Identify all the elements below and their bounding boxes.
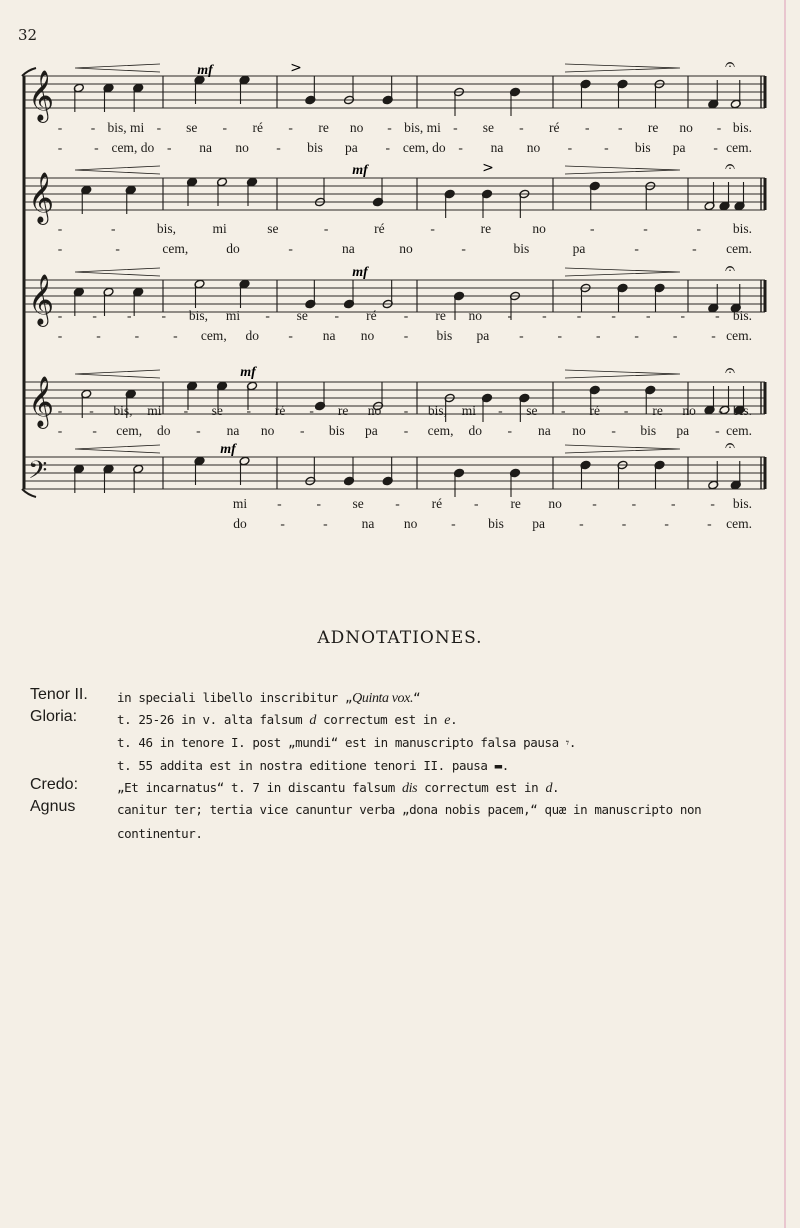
page-number: 32 (18, 26, 38, 44)
lyric-syllable: re (652, 403, 663, 418)
lyric-syllable: bis. (732, 308, 752, 323)
lyric-syllable: bis, (113, 403, 133, 418)
annotation-italic-text: dis (402, 781, 418, 796)
lyric-syllable: - (403, 308, 409, 323)
annotation-italic-text: Quinta vox. (352, 691, 414, 706)
hairpin (565, 370, 680, 378)
lyric-syllable: - (567, 140, 573, 155)
lyric-syllable: ré (366, 308, 377, 323)
lyric-syllable: se (296, 308, 308, 323)
lyric-syllable: - (288, 120, 293, 135)
lyric-syllable: cem. (726, 516, 752, 531)
lyric-syllable: bis (328, 423, 345, 438)
lyric-syllable: - (316, 496, 322, 511)
hairpin (565, 64, 680, 72)
lyric-syllable: no (468, 308, 482, 323)
lyric-syllable: cem, (116, 423, 143, 438)
annotation-text: t. 25-26 in v. alta falsum (117, 712, 310, 727)
lyric-syllable: bis (634, 140, 651, 155)
lyric-syllable: - (323, 516, 328, 531)
lyric-syllable: do (157, 423, 171, 438)
lyric-syllable: bis, mi (404, 120, 441, 135)
lyric-syllable: - (595, 328, 601, 343)
lyric-syllable: - (696, 221, 702, 236)
annotation-line (117, 712, 457, 729)
lyric-syllable: - (57, 221, 63, 236)
lyric-syllable: ré (589, 403, 600, 418)
lyric-syllable: re (647, 120, 659, 135)
lyric-syllable: - (579, 516, 584, 531)
lyric-syllable: - (309, 403, 314, 418)
lyric-syllable: cem. (726, 328, 752, 343)
lyric-syllable: na (361, 516, 375, 531)
lyric-syllable: - (634, 328, 639, 343)
clef: 𝄞 (28, 70, 55, 121)
lyric-syllable: - (715, 308, 720, 323)
lyric-syllable: - (680, 308, 686, 323)
dynamic-mf: mf (352, 265, 368, 280)
lyric-syllable: - (692, 241, 697, 256)
lyric-syllable: no (679, 120, 693, 135)
lyric-syllable: no (349, 120, 364, 135)
lyric-syllable: - (134, 328, 140, 343)
lyric-syllable: na (490, 140, 504, 155)
lyric-syllable: cem, (200, 328, 227, 343)
annotation-line (117, 780, 559, 797)
lyric-syllable: - (96, 328, 101, 343)
annotation-text: correctum est in (316, 712, 445, 727)
lyric-syllable: cem, (427, 423, 454, 438)
lyric-syllable: cem, do (111, 140, 155, 155)
lyric-syllable: - (542, 308, 547, 323)
lyric-syllable: - (519, 120, 524, 135)
lyric-syllable: bis. (732, 403, 752, 418)
lyric-syllable: cem. (726, 241, 752, 256)
lyric-syllable: - (334, 308, 340, 323)
clef: 𝄞 (28, 172, 55, 223)
lyric-syllable: - (94, 140, 99, 155)
clef: 𝄞 (28, 376, 55, 427)
lyric-syllable: re (318, 120, 329, 135)
lyric-syllable: - (57, 241, 63, 256)
clef: 𝄞 (28, 274, 55, 325)
lyric-syllable: ré (431, 496, 443, 511)
lyric-syllable: - (395, 496, 400, 511)
lyric-syllable: no (548, 496, 562, 511)
lyric-syllable: cem. (726, 140, 752, 155)
lyric-syllable: - (277, 496, 282, 511)
lyric-syllable: - (617, 120, 623, 135)
lyric-syllable: - (645, 308, 651, 323)
lyric-syllable: - (183, 403, 189, 418)
lyric-syllable: - (92, 308, 97, 323)
lyric-syllable: - (323, 221, 329, 236)
lyric-syllable: bis. (732, 120, 752, 135)
annotation-text: t. 55 addita est in nostra editione tenori II. pausa ▬. (117, 758, 509, 773)
dynamic-mf: mf (352, 163, 368, 178)
lyric-syllable: no (572, 423, 586, 438)
lyric-syllable: ré (549, 120, 560, 135)
staff-2 (24, 156, 765, 256)
dynamic-mf: mf (197, 63, 213, 78)
lyric-syllable: ré (274, 403, 286, 418)
lyric-syllable: - (643, 221, 648, 236)
lyric-syllable: se (482, 120, 495, 135)
lyric-syllable: - (519, 328, 524, 343)
fermata: 𝄐 (724, 360, 736, 381)
lyric-syllable: - (57, 140, 63, 155)
lyric-syllable: mi (212, 221, 227, 236)
lyric-syllable: do (468, 423, 482, 438)
lyric-syllable: no (399, 241, 413, 256)
lyric-syllable: - (110, 221, 116, 236)
lyric-syllable: na (341, 241, 355, 256)
lyric-syllable: - (430, 221, 435, 236)
annotation-italic-text: d (309, 713, 317, 728)
annotation-italic-text: d (545, 781, 553, 796)
lyric-syllable: - (288, 241, 293, 256)
lyric-syllable: - (590, 221, 595, 236)
hairpin (75, 370, 160, 378)
annotation-text: „Et incarnatus“ t. 7 in discantu falsum (117, 780, 403, 795)
accent-mark: > (482, 160, 494, 176)
annotation-text: . (450, 712, 458, 727)
lyric-syllable: - (89, 403, 94, 418)
lyric-syllable: - (222, 120, 228, 135)
lyric-syllable: - (173, 328, 178, 343)
annotation-line (117, 735, 576, 751)
staff-1 (24, 54, 765, 155)
hairpin (75, 166, 160, 174)
fermata: 𝄐 (724, 54, 736, 75)
lyric-syllable: - (385, 140, 391, 155)
lyric-syllable: na (538, 423, 551, 438)
lyric-syllable: mi (232, 496, 248, 511)
lyric-syllable: cem, do (402, 140, 446, 155)
lyric-syllable: - (713, 140, 718, 155)
lyric-syllable: bis (307, 140, 323, 155)
annotation-label: Tenor II. (30, 686, 88, 703)
lyric-syllable: re (480, 221, 492, 236)
dynamic-mf: mf (240, 365, 256, 380)
lyric-syllable: - (280, 516, 285, 531)
lyric-syllable: - (461, 241, 466, 256)
lyric-syllable: bis, mi (107, 120, 145, 135)
lyric-syllable: - (57, 403, 63, 418)
lyric-syllable: - (576, 308, 582, 323)
lyric-syllable: na (322, 328, 336, 343)
lyric-syllable: - (634, 241, 639, 256)
lyric-syllable: re (510, 496, 521, 511)
lyric-syllable: pa (676, 423, 690, 438)
lyric-syllable: bis, (427, 403, 448, 418)
lyric-syllable: pa (365, 423, 378, 438)
lyric-syllable: - (507, 308, 513, 323)
fermata: 𝄐 (724, 435, 736, 456)
lyric-syllable: cem, (162, 241, 189, 256)
lyric-syllable: se (211, 403, 223, 418)
lyric-syllable: bis. (732, 496, 752, 511)
annotation-line (117, 690, 420, 707)
lyric-syllable: - (718, 403, 723, 418)
music-score (0, 0, 800, 560)
lyric-syllable: re (435, 308, 446, 323)
lyric-syllable: - (710, 496, 715, 511)
lyric-syllable: se (352, 496, 364, 511)
fermata: 𝄐 (724, 258, 736, 279)
lyric-syllable: no (682, 403, 696, 418)
lyric-syllable: bis (436, 328, 453, 343)
lyric-syllable: no (260, 423, 275, 438)
lyric-syllable: - (196, 423, 201, 438)
annotation-text: . (552, 780, 560, 795)
annotation-line (117, 758, 509, 773)
lyric-syllable: - (403, 423, 409, 438)
lyric-syllable: - (57, 328, 63, 343)
lyric-syllable: - (611, 423, 616, 438)
lyric-syllable: - (276, 140, 281, 155)
lyric-syllable: - (288, 328, 293, 343)
lyric-syllable: ré (374, 221, 385, 236)
lyric-syllable: - (672, 328, 678, 343)
lyric-syllable: - (707, 516, 712, 531)
hairpin (75, 445, 160, 453)
lyric-syllable: - (299, 423, 305, 438)
annotation-text: canitur ter; tertia vice canuntur verba „dona nobis pacem,“ quæ in manuscripto non (117, 802, 702, 817)
lyric-syllable: - (557, 328, 563, 343)
clef: 𝄢 (28, 456, 48, 491)
lyric-syllable: bis, (188, 308, 208, 323)
staff-5 (24, 435, 765, 531)
annotation-text: correctum est in (417, 780, 546, 795)
lyric-syllable: re (337, 403, 349, 418)
lyric-syllable: no (526, 140, 541, 155)
lyric-syllable: pa (532, 516, 546, 531)
lyric-syllable: bis, (156, 221, 177, 236)
lyric-syllable: - (90, 120, 96, 135)
lyric-syllable: ré (252, 120, 263, 135)
lyric-syllable: - (57, 120, 63, 135)
lyric-syllable: - (167, 140, 172, 155)
lyric-syllable: - (57, 423, 63, 438)
lyric-syllable: pa (672, 140, 686, 155)
annotation-line (117, 802, 701, 817)
staff-4 (24, 360, 765, 438)
lyric-syllable: - (126, 308, 132, 323)
annotation-text: t. 46 in tenore I. post „mundi“ est in manuscripto falsa pausa 𝄾. (117, 735, 576, 750)
lyric-syllable: - (451, 516, 456, 531)
lyric-syllable: do (233, 516, 247, 531)
lyric-syllable: no (235, 140, 249, 155)
lyric-syllable: do (245, 328, 259, 343)
annotation-text: in speciali libello inscribitur „ (117, 690, 353, 705)
lyric-syllable: na (226, 423, 240, 438)
lyric-syllable: no (532, 221, 546, 236)
lyric-syllable: - (604, 140, 609, 155)
lyric-syllable: mi (225, 308, 241, 323)
fermata: 𝄐 (724, 156, 736, 177)
lyric-syllable: - (670, 496, 676, 511)
lyric-syllable: - (453, 120, 458, 135)
lyric-syllable: na (199, 140, 213, 155)
lyric-syllable: - (246, 403, 251, 418)
lyric-syllable: - (711, 328, 716, 343)
lyric-syllable: - (458, 140, 463, 155)
lyric-syllable: se (186, 120, 198, 135)
annotation-label: Credo: (30, 776, 79, 793)
lyric-syllable: - (498, 403, 503, 418)
dynamic-mf: mf (220, 442, 236, 457)
lyric-syllable: - (474, 496, 479, 511)
annotation-label: Agnus (30, 798, 76, 815)
lyric-syllable: no (403, 516, 418, 531)
hairpin (75, 64, 160, 72)
lyric-syllable: - (611, 308, 616, 323)
lyric-syllable: - (716, 120, 722, 135)
lyric-syllable: - (161, 308, 167, 323)
annotations-title: ADNOTATIONES. (317, 628, 483, 648)
lyric-syllable: - (92, 423, 97, 438)
annotation-text: continentur. (117, 826, 203, 841)
lyric-syllable: - (621, 516, 627, 531)
lyric-syllable: - (584, 120, 590, 135)
staff-3 (24, 258, 765, 343)
lyric-syllable: - (664, 516, 669, 531)
hairpin (75, 268, 160, 276)
hairpin (565, 268, 680, 276)
lyric-syllable: pa (572, 241, 586, 256)
lyric-syllable: - (387, 120, 392, 135)
hairpin (565, 166, 680, 174)
lyric-syllable: - (715, 423, 720, 438)
lyric-syllable: - (623, 403, 629, 418)
lyric-syllable: - (561, 403, 566, 418)
lyric-syllable: - (265, 308, 270, 323)
lyric-syllable: bis (640, 423, 657, 438)
lyric-syllable: - (156, 120, 162, 135)
lyric-syllable: pa (344, 140, 358, 155)
lyric-syllable: cem. (726, 423, 752, 438)
lyric-syllable: mi (461, 403, 477, 418)
lyric-syllable: mi (147, 403, 162, 418)
annotation-line (117, 826, 203, 841)
lyric-syllable: bis. (732, 221, 752, 236)
lyric-syllable: se (267, 221, 279, 236)
lyric-syllable: no (367, 403, 382, 418)
lyric-syllable: do (226, 241, 240, 256)
lyric-syllable: - (507, 423, 513, 438)
lyric-syllable: - (115, 241, 120, 256)
lyric-syllable: - (57, 308, 63, 323)
lyric-syllable: bis (513, 241, 530, 256)
lyric-syllable: - (631, 496, 637, 511)
lyric-syllable: se (526, 403, 538, 418)
lyric-syllable: no (360, 328, 375, 343)
lyric-syllable: - (403, 403, 409, 418)
hairpin (565, 445, 680, 453)
lyric-syllable: - (403, 328, 409, 343)
lyric-syllable: pa (476, 328, 490, 343)
lyric-syllable: bis (488, 516, 504, 531)
lyric-syllable: - (592, 496, 597, 511)
accent-mark: > (290, 60, 302, 76)
annotation-italic-text: e (444, 713, 451, 728)
annotation-label: Gloria: (30, 708, 78, 725)
annotation-text: “ (413, 690, 421, 705)
